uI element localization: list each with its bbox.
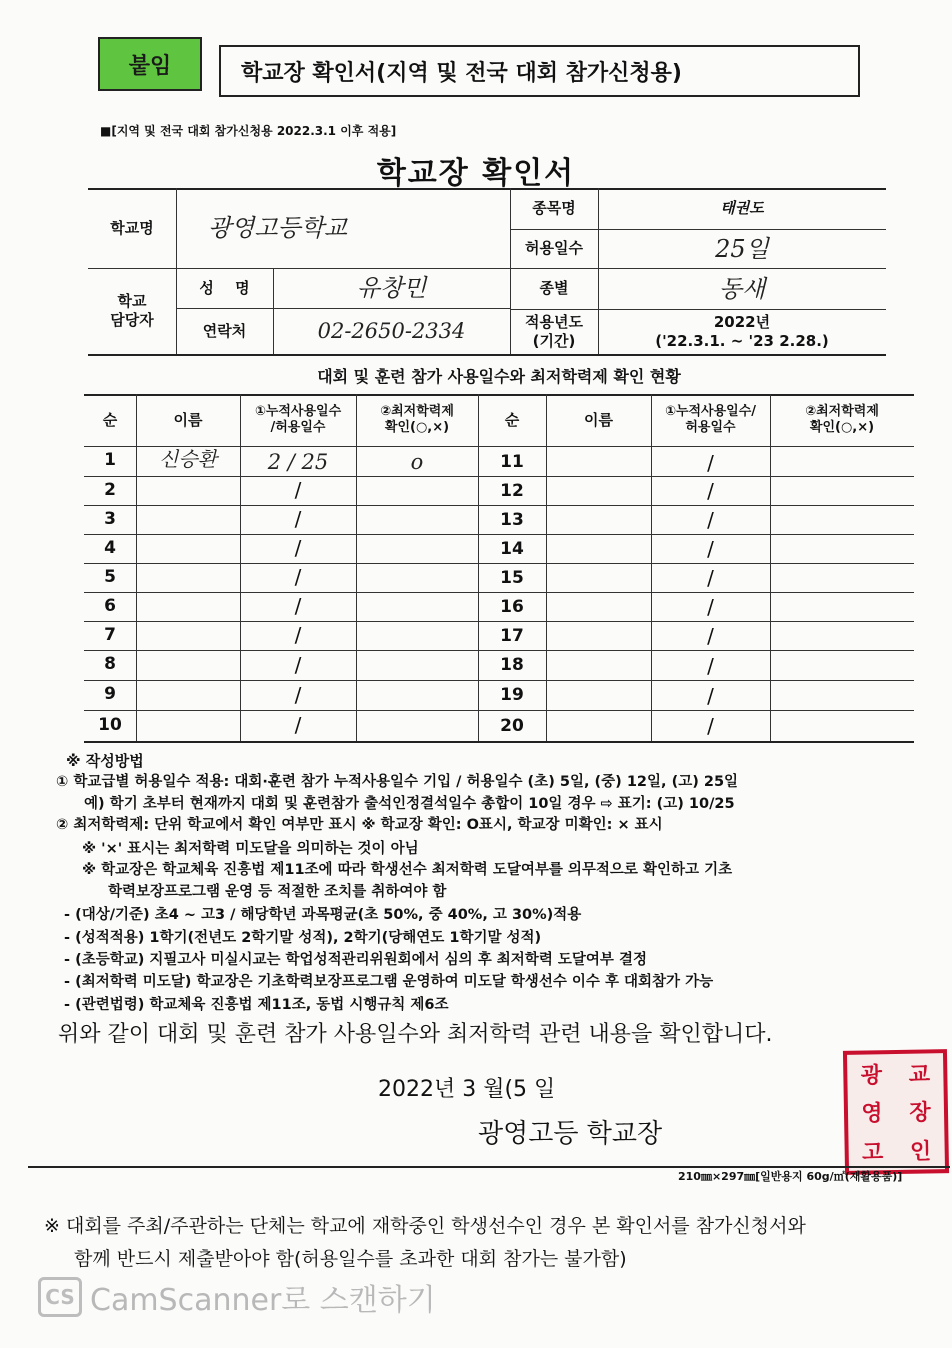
row-days: / [294,565,302,589]
row-days: / [294,536,302,560]
sport-label: 종목명 [532,199,576,218]
official-seal [843,1049,949,1175]
period-value: 2022년 ('22.3.1. ~ '23 2.28.) [655,312,829,350]
row-number-2: 11 [500,452,524,473]
method-line: - (관련법령) 학교체육 진흥법 제11조, 동법 시행규칙 제6조 [64,997,449,1013]
method-line: - (최저학력 미도달) 학교장은 기초학력보장프로그램 운영하여 미도달 학생선수 이수 후 대회참가 가능 [64,974,714,990]
col-header-name: 이름 [173,410,203,429]
confirmation-statement: 위와 같이 대회 및 훈련 참가 사용일수와 최저학력 관련 내용을 확인합니다. [58,1022,773,1047]
row-number: 1 [104,450,116,471]
row-days-2: / [707,450,714,475]
method-line: ② 최저학력제: 단위 학교에서 확인 여부만 표시 ※ 학교장 확인: O표시, 학교장 미확인: × 표시 [56,817,663,833]
method-line: - (대상/기준) 초4 ~ 고3 / 해당학년 과목평균(초 50%, 중 40%, 고 30%)적용 [64,907,582,923]
row-days: / [294,478,302,502]
row-days-2: / [707,653,714,678]
row-number: 4 [104,537,116,558]
method-line: - (성적적용) 1학기(전년도 2학기말 성적), 2학기(당해연도 1학기말 성적) [64,930,542,946]
row-days-2: / [707,566,714,590]
col-header-check: ②최저학력제 확인(○,×) [380,403,454,435]
row-number: 6 [104,595,116,616]
row-number-2: 15 [500,567,524,588]
col-header-days-2: ①누적사용일수/ 허용일수 [664,403,757,435]
page-title: 학교장 확인서 [376,156,576,191]
issue-date: 2022년 3 월(5 일 [378,1077,556,1102]
row-days: / [294,713,302,737]
method-line: ※ '×' 표시는 최저학력 미도달을 의미하는 것이 아님 [82,841,419,857]
table-caption: 대회 및 훈련 참가 사용일수와 최저학력제 확인 현황 [317,367,681,386]
row-number-2: 18 [500,655,524,676]
period-label: 적용년도 (기간) [525,312,583,350]
gender-label: 종별 [539,279,569,298]
camscanner-logo-icon: CS [38,1277,82,1317]
allowed-days-label: 허용일수 [525,239,583,258]
seal-char: 고 [861,1140,884,1166]
method-line: ① 학교급별 허용일수 적용: 대회·훈련 참가 누적사용일수 기입 / 허용일수 (초) 5일, (중) 12일, (고) 25일 [56,774,739,790]
manager-label: 학교 담당자 [110,292,154,329]
method-line: 예) 학기 초부터 현재까지 대회 및 훈련참가 출석인정결석일수 총합이 10일 경우 ⇨ 표기: (고) 10/25 [84,796,735,812]
contact-value: 02-2650-2334 [317,318,466,343]
school-value: 광영고등학교 [208,214,348,242]
name-label: 성 명 [199,278,250,297]
row-number-2: 17 [500,625,524,646]
row-days: / [294,652,302,677]
seal-char: 인 [909,1139,932,1165]
row-number: 8 [104,654,116,675]
row-days-2: / [707,714,714,738]
row-number: 10 [98,714,122,735]
seal-char: 광 [860,1063,883,1089]
row-days-2: / [707,624,714,648]
sport-value: 태권도 [720,199,764,218]
method-line: - (초등학교) 지필고사 미실시교는 학업성적관리위원회에서 심의 후 최저학력 도달여부 결정 [64,952,647,968]
seal-char: 장 [909,1100,931,1127]
seal-char: 영 [861,1101,883,1128]
row-days: 2 / 25 [267,449,329,474]
footer-note-line-2: 함께 반드시 제출받아야 함(허용일수를 초과한 대회 참가는 불가함) [74,1248,627,1270]
col-header-no: 순 [102,410,118,429]
row-days-2: / [707,595,714,619]
row-number-2: 19 [500,685,524,706]
row-number-2: 20 [500,715,524,736]
gender-value: 동새 [718,274,766,303]
row-days: / [294,682,302,707]
allowed-days-value: 25일 [715,234,769,263]
row-number-2: 16 [500,596,524,617]
contact-label: 연락처 [202,321,247,340]
applicability-note: ■[지역 및 전국 대회 참가신청용 2022.3.1 이후 적용] [100,124,397,138]
row-number: 2 [104,479,116,500]
row-number-2: 12 [500,480,524,501]
camscanner-watermark [38,1275,436,1319]
watermark-text: CamScanner로 스캔하기 [90,1283,436,1318]
col-header-name-2: 이름 [584,410,613,429]
row-days-2: / [707,683,714,708]
row-days-2: / [707,537,714,561]
row-number-2: 13 [500,509,524,530]
row-number: 3 [104,508,116,529]
row-number: 7 [104,624,116,645]
row-name: 신승환 [159,446,217,471]
method-line: ※ 학교장은 학교체육 진흥법 제11조에 따라 학생선수 최저학력 도달여부를 의무적으로 확인하고 기초 [82,862,733,878]
row-number: 5 [104,566,116,587]
row-number: 9 [104,684,116,705]
col-header-days: ①누적사용일수 /허용일수 [254,403,342,435]
method-line: 학력보장프로그램 운영 등 적절한 조치를 취하여야 함 [108,884,447,900]
col-header-check-2: ②최저학력제 확인(○,×) [805,403,879,435]
school-label: 학교명 [110,218,154,237]
row-number-2: 14 [500,538,524,559]
row-days: / [294,594,302,618]
row-days: / [294,507,302,531]
name-value: 유창민 [356,274,427,302]
paper-spec: 210㎜×297㎜[일반용지 60g/㎡(재활용품)] [678,1170,903,1183]
col-header-no-2: 순 [504,410,520,429]
attachment-badge: 붙임 [98,37,202,91]
principal-signature: 광영고등 학교장 [478,1119,663,1149]
row-days-2: / [707,508,714,532]
footer-note-line-1: ※ 대회를 주최/주관하는 단체는 학교에 재학중인 학생선수인 경우 본 확인서를 참가신청서와 [44,1215,806,1237]
method-title: ※ 작성방법 [66,752,144,770]
document-title: 학교장 확인서(지역 및 전국 대회 참가신청용) [219,45,860,97]
row-check: o [410,449,424,474]
row-days: / [294,623,302,647]
row-days-2: / [707,479,714,503]
seal-char: 교 [908,1062,931,1088]
